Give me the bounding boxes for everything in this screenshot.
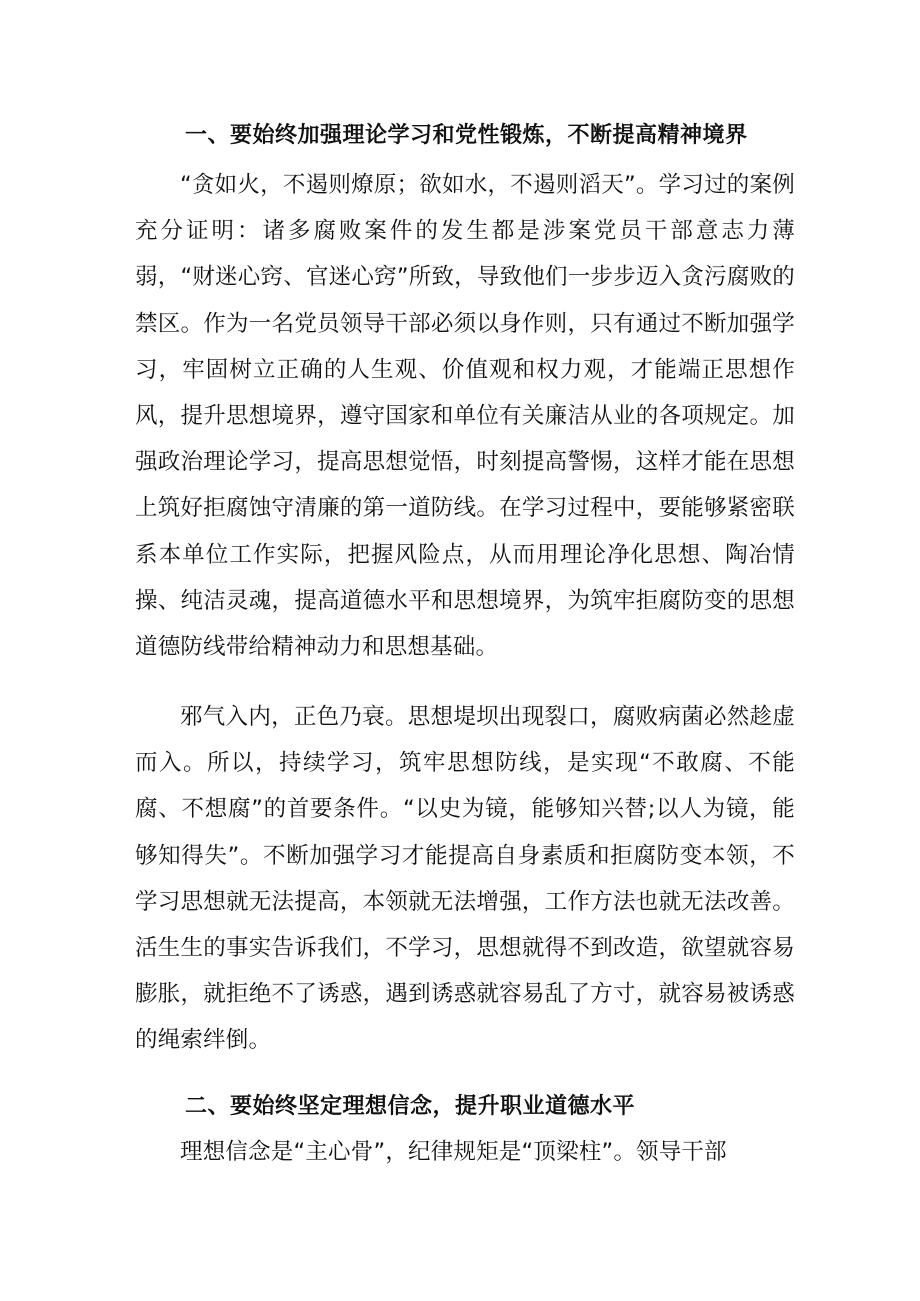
- section-1-heading: 一、要始终加强理论学习和党性锻炼，不断提高精神境界: [185, 123, 748, 148]
- section-2-paragraph-1: 理想信念是“主心骨”，纪律规矩是“顶梁柱”。领导干部: [180, 1139, 727, 1165]
- section-1-paragraph-1: “贪如火，不遏则燎原；欲如水，不遏则滔天”。学习过的案例充分证明：诸多腐败案件的发生都是涉案党员干部意志力薄弱，“财迷心窍、官迷心窍”所致，导致他们一步步迈入贪污腐败的禁区。作为一名党员领导干部必须以身作则，只有通过不断加强学习，牢固树立正确的人生观、价值观和权力观，才能端正思想作风，提升思想境界，遵守国家和单位有关廉洁从业的各项规定。加强政治理论学习，提高思想觉悟，时刻提高警惕，这样才能在思想上筑好拒腐蚀守清廉的第一道防线。在学习过程中，要能够紧密联系本单位工作实际，把握风险点，从而用理论净化思想、陶冶情操、纯洁灵魂，提高道德水平和思想境界，为筑牢拒腐防变的思想道德防线带给精神动力和思想基础。: [135, 172, 795, 661]
- section-1-paragraph-2: 邪气入内，正色乃衰。思想堤坝出现裂口，腐败病菌必然趁虚而入。所以，持续学习，筑牢思想防线，是实现“不敢腐、不能腐、不想腐”的首要条件。“以史为镜，能够知兴替;以人为镜，能够知得失”。不断加强学习才能提高自身素质和拒腐防变本领，不学习思想就无法提高，本领就无法增强，工作方法也就无法改善。活生生的事实告诉我们，不学习，思想就得不到改造，欲望就容易膨胀，就拒绝不了诱惑，遇到诱惑就容易乱了方寸，就容易被诱惑的绳索绊倒。: [135, 704, 795, 1054]
- section-2-heading: 二、要始终坚定理想信念，提升职业道德水平: [185, 1094, 636, 1119]
